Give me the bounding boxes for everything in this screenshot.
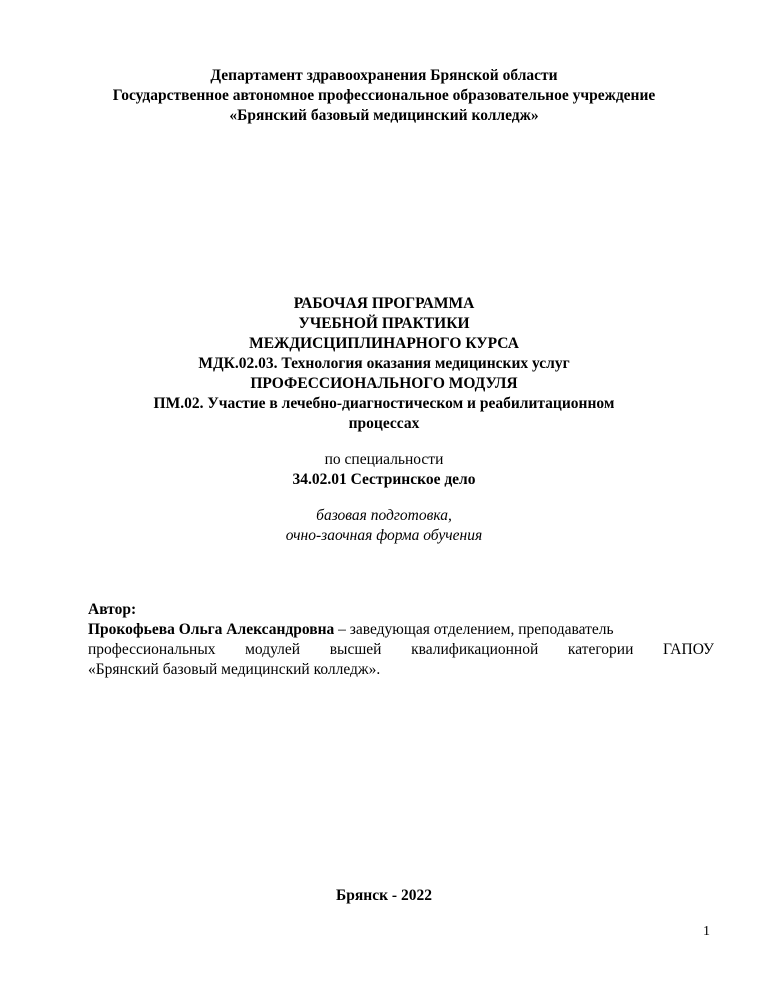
author-name: Прокофьева Ольга Александровна: [88, 621, 335, 638]
title-pm-continued: процессах: [348, 415, 420, 432]
specialty-label: по специальности: [324, 451, 444, 468]
author-label: Автор:: [88, 601, 137, 618]
author-line-1: [88, 620, 714, 640]
page-number: 1: [703, 924, 710, 939]
title-practice: УЧЕБНОЙ ПРАКТИКИ: [298, 315, 470, 332]
author-line-2: профессиональных модулей высшей квалификационной категории ГАПОУ: [88, 641, 714, 658]
training-level: базовая подготовка,: [316, 507, 452, 524]
city-year: Брянск - 2022: [336, 887, 432, 904]
header-institution-type: Государственное автономное профессиональное образовательное учреждение: [112, 87, 656, 104]
title-interdisciplinary-course: МЕЖДИСЦИПЛИНАРНОГО КУРСА: [249, 335, 519, 352]
training-form: очно-заочная форма обучения: [285, 527, 483, 544]
specialty-value: 34.02.01 Сестринское дело: [292, 471, 476, 488]
author-line-3: «Брянский базовый медицинский колледж».: [88, 661, 381, 678]
header-college-name: «Брянский базовый медицинский колледж»: [229, 107, 539, 124]
author-position: – заведующая отделением, преподаватель: [334, 621, 614, 638]
title-mdk: МДК.02.03. Технология оказания медицинских услуг: [198, 355, 570, 372]
title-pm: ПМ.02. Участие в лечебно-диагностическом и реабилитационном: [153, 395, 615, 412]
title-work-program: РАБОЧАЯ ПРОГРАММА: [293, 295, 475, 312]
header-department: Департамент здравоохранения Брянской области: [210, 67, 558, 84]
title-professional-module: ПРОФЕССИОНАЛЬНОГО МОДУЛЯ: [250, 375, 518, 392]
